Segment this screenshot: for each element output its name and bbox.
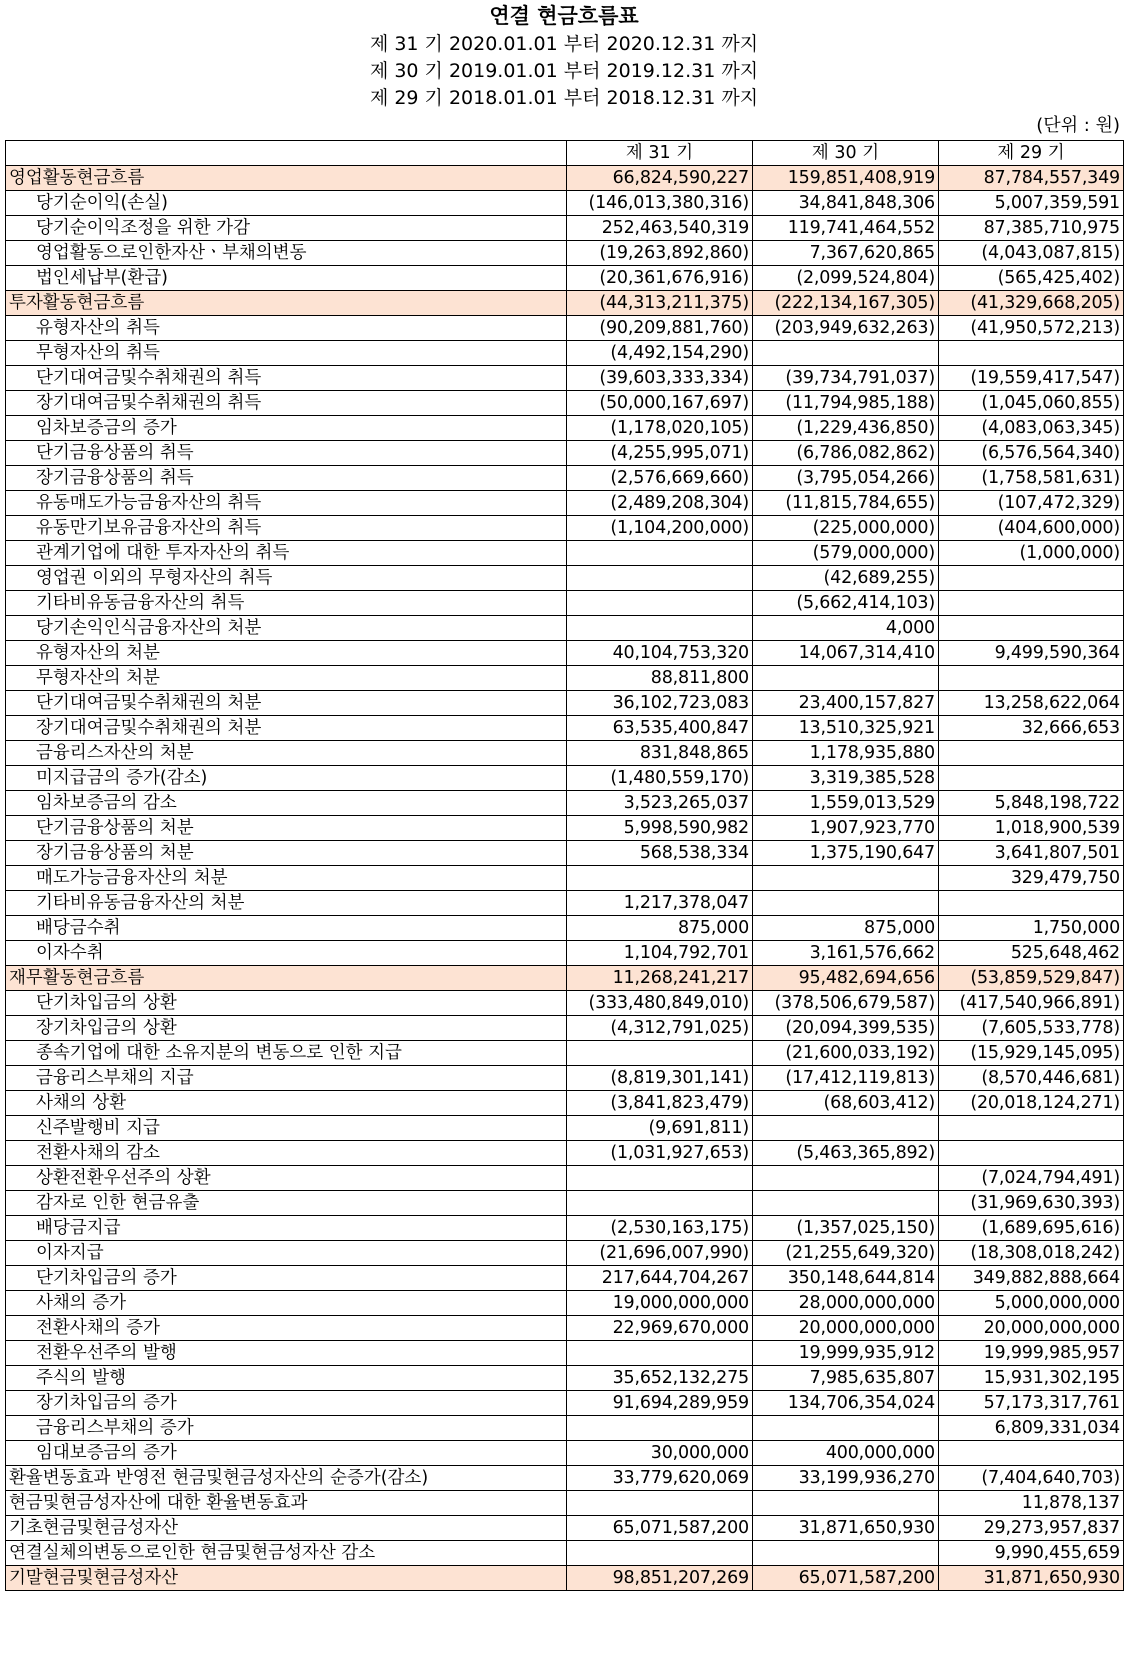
- amount-29: [939, 566, 1124, 591]
- amount-30: 28,000,000,000: [753, 1291, 939, 1316]
- amount-31: 98,851,207,269: [567, 1566, 753, 1591]
- amount-29: 1,750,000: [939, 916, 1124, 941]
- amount-31: (19,263,892,860): [567, 241, 753, 266]
- table-row: [6, 741, 1124, 766]
- amount-29: (1,045,060,855): [939, 391, 1124, 416]
- account-name: 장기금융상품의 처분: [6, 841, 567, 866]
- account-name: 사채의 증가: [6, 1291, 567, 1316]
- table-row: [6, 1541, 1124, 1566]
- table-row: [6, 1166, 1124, 1191]
- amount-31: 35,652,132,275: [567, 1366, 753, 1391]
- amount-29: (41,329,668,205): [939, 291, 1124, 316]
- account-name: 당기손익인식금융자산의 처분: [6, 616, 567, 641]
- amount-29: 6,809,331,034: [939, 1416, 1124, 1441]
- amount-30: (17,412,119,813): [753, 1066, 939, 1091]
- amount-31: (4,312,791,025): [567, 1016, 753, 1041]
- amount-29: [939, 741, 1124, 766]
- table-header-row: [6, 141, 1124, 166]
- amount-30: 1,178,935,880: [753, 741, 939, 766]
- amount-30: [753, 891, 939, 916]
- amount-29: (41,950,572,213): [939, 316, 1124, 341]
- account-name: 단기차입금의 상환: [6, 991, 567, 1016]
- amount-31: [567, 1491, 753, 1516]
- account-name: 금융리스자산의 처분: [6, 741, 567, 766]
- amount-29: (18,308,018,242): [939, 1241, 1124, 1266]
- account-name: 배당금지급: [6, 1216, 567, 1241]
- table-row: [6, 1366, 1124, 1391]
- table-row: [6, 541, 1124, 566]
- table-row: [6, 891, 1124, 916]
- amount-31: (4,255,995,071): [567, 441, 753, 466]
- account-name: 임차보증금의 증가: [6, 416, 567, 441]
- amount-29: 1,018,900,539: [939, 816, 1124, 841]
- amount-29: [939, 1441, 1124, 1466]
- unit-label: (단위 : 원): [1036, 115, 1120, 136]
- table-row: [6, 566, 1124, 591]
- amount-30: 95,482,694,656: [753, 966, 939, 991]
- column-header-account: [6, 141, 567, 166]
- amount-29: (7,024,794,491): [939, 1166, 1124, 1191]
- table-row: [6, 1391, 1124, 1416]
- amount-29: 13,258,622,064: [939, 691, 1124, 716]
- amount-29: [939, 591, 1124, 616]
- amount-31: [567, 1191, 753, 1216]
- account-name: 미지급금의 증가(감소): [6, 766, 567, 791]
- amount-30: (20,094,399,535): [753, 1016, 939, 1041]
- amount-30: 14,067,314,410: [753, 641, 939, 666]
- table-row: [6, 791, 1124, 816]
- amount-29: 20,000,000,000: [939, 1316, 1124, 1341]
- amount-29: (1,000,000): [939, 541, 1124, 566]
- table-row: [6, 816, 1124, 841]
- table-row: [6, 516, 1124, 541]
- account-name: 장기차입금의 증가: [6, 1391, 567, 1416]
- account-name: 단기대여금및수취채권의 처분: [6, 691, 567, 716]
- amount-31: 19,000,000,000: [567, 1291, 753, 1316]
- amount-30: [753, 1416, 939, 1441]
- amount-30: [753, 1491, 939, 1516]
- amount-30: (68,603,412): [753, 1091, 939, 1116]
- amount-29: (31,969,630,393): [939, 1191, 1124, 1216]
- amount-31: (44,313,211,375): [567, 291, 753, 316]
- amount-29: 19,999,985,957: [939, 1341, 1124, 1366]
- account-name: 기타비유동금융자산의 처분: [6, 891, 567, 916]
- table-row: [6, 466, 1124, 491]
- amount-29: 525,648,462: [939, 941, 1124, 966]
- amount-30: [753, 341, 939, 366]
- amount-29: 87,784,557,349: [939, 166, 1124, 191]
- account-name: 금융리스부채의 지급: [6, 1066, 567, 1091]
- amount-30: (21,600,033,192): [753, 1041, 939, 1066]
- table-row: [6, 316, 1124, 341]
- table-row: [6, 266, 1124, 291]
- amount-31: 831,848,865: [567, 741, 753, 766]
- amount-31: 30,000,000: [567, 1441, 753, 1466]
- account-name: 당기순이익조정을 위한 가감: [6, 216, 567, 241]
- account-name: 전환사채의 감소: [6, 1141, 567, 1166]
- amount-29: 349,882,888,664: [939, 1266, 1124, 1291]
- table-row: [6, 441, 1124, 466]
- amount-30: 34,841,848,306: [753, 191, 939, 216]
- amount-31: 22,969,670,000: [567, 1316, 753, 1341]
- amount-29: [939, 666, 1124, 691]
- amount-31: [567, 1541, 753, 1566]
- amount-30: 13,510,325,921: [753, 716, 939, 741]
- amount-31: 5,998,590,982: [567, 816, 753, 841]
- account-name: 장기대여금및수취채권의 처분: [6, 716, 567, 741]
- amount-31: (39,603,333,334): [567, 366, 753, 391]
- amount-29: (1,689,695,616): [939, 1216, 1124, 1241]
- table-row: [6, 1066, 1124, 1091]
- amount-30: (225,000,000): [753, 516, 939, 541]
- amount-29: (4,083,063,345): [939, 416, 1124, 441]
- amount-31: (8,819,301,141): [567, 1066, 753, 1091]
- amount-30: (5,662,414,103): [753, 591, 939, 616]
- amount-31: (9,691,811): [567, 1116, 753, 1141]
- table-row: [6, 916, 1124, 941]
- table-row: [6, 391, 1124, 416]
- account-name: 단기대여금및수취채권의 취득: [6, 366, 567, 391]
- amount-31: (2,576,669,660): [567, 466, 753, 491]
- amount-31: [567, 616, 753, 641]
- table-row: [6, 1466, 1124, 1491]
- table-row: [6, 366, 1124, 391]
- table-row: [6, 991, 1124, 1016]
- amount-30: (579,000,000): [753, 541, 939, 566]
- account-name: 영업권 이외의 무형자산의 취득: [6, 566, 567, 591]
- amount-30: 33,199,936,270: [753, 1466, 939, 1491]
- account-name: 전환우선주의 발행: [6, 1341, 567, 1366]
- amount-31: 36,102,723,083: [567, 691, 753, 716]
- amount-30: (42,689,255): [753, 566, 939, 591]
- amount-29: [939, 766, 1124, 791]
- amount-31: 11,268,241,217: [567, 966, 753, 991]
- amount-29: (7,605,533,778): [939, 1016, 1124, 1041]
- amount-29: 29,273,957,837: [939, 1516, 1124, 1541]
- amount-31: (146,013,380,316): [567, 191, 753, 216]
- amount-29: (4,043,087,815): [939, 241, 1124, 266]
- amount-31: 875,000: [567, 916, 753, 941]
- cash-flow-table: [5, 140, 1124, 1591]
- amount-31: (2,489,208,304): [567, 491, 753, 516]
- amount-30: 1,375,190,647: [753, 841, 939, 866]
- account-name: 유동매도가능금융자산의 취득: [6, 491, 567, 516]
- table-row: [6, 1341, 1124, 1366]
- table-row: [6, 1266, 1124, 1291]
- table-row: [6, 1141, 1124, 1166]
- amount-30: 1,559,013,529: [753, 791, 939, 816]
- table-row: [6, 216, 1124, 241]
- amount-31: 252,463,540,319: [567, 216, 753, 241]
- account-name: 무형자산의 처분: [6, 666, 567, 691]
- amount-30: [753, 1191, 939, 1216]
- table-row: [6, 866, 1124, 891]
- amount-29: (6,576,564,340): [939, 441, 1124, 466]
- amount-29: 329,479,750: [939, 866, 1124, 891]
- account-name: 단기금융상품의 취득: [6, 441, 567, 466]
- amount-30: 7,985,635,807: [753, 1366, 939, 1391]
- account-name: 장기금융상품의 취득: [6, 466, 567, 491]
- amount-29: 9,990,455,659: [939, 1541, 1124, 1566]
- table-row: [6, 766, 1124, 791]
- table-row: [6, 666, 1124, 691]
- account-name: 상환전환우선주의 상환: [6, 1166, 567, 1191]
- amount-29: (7,404,640,703): [939, 1466, 1124, 1491]
- amount-31: [567, 591, 753, 616]
- amount-31: (50,000,167,697): [567, 391, 753, 416]
- table-row: [6, 1041, 1124, 1066]
- account-name: 단기차입금의 증가: [6, 1266, 567, 1291]
- account-name: 유형자산의 취득: [6, 316, 567, 341]
- amount-31: (20,361,676,916): [567, 266, 753, 291]
- account-name: 사채의 상환: [6, 1091, 567, 1116]
- account-name: 임대보증금의 증가: [6, 1441, 567, 1466]
- account-name: 영업활동으로인한자산ㆍ부채의변동: [6, 241, 567, 266]
- amount-30: (2,099,524,804): [753, 266, 939, 291]
- account-name: 배당금수취: [6, 916, 567, 941]
- account-name: 투자활동현금흐름: [6, 291, 567, 316]
- amount-30: (11,815,784,655): [753, 491, 939, 516]
- amount-30: [753, 1116, 939, 1141]
- amount-30: (222,134,167,305): [753, 291, 939, 316]
- table-body: [6, 166, 1124, 1591]
- amount-29: [939, 616, 1124, 641]
- account-name: 임차보증금의 감소: [6, 791, 567, 816]
- amount-30: (1,229,436,850): [753, 416, 939, 441]
- account-name: 유형자산의 처분: [6, 641, 567, 666]
- table-row: [6, 241, 1124, 266]
- account-name: 기타비유동금융자산의 취득: [6, 591, 567, 616]
- amount-29: 9,499,590,364: [939, 641, 1124, 666]
- period-line-29: 제 29 기 2018.01.01 부터 2018.12.31 까지: [369, 87, 759, 109]
- amount-31: 1,104,792,701: [567, 941, 753, 966]
- amount-29: (20,018,124,271): [939, 1091, 1124, 1116]
- account-name: 단기금융상품의 처분: [6, 816, 567, 841]
- table-row: [6, 1216, 1124, 1241]
- amount-31: (1,480,559,170): [567, 766, 753, 791]
- amount-29: 3,641,807,501: [939, 841, 1124, 866]
- amount-31: 66,824,590,227: [567, 166, 753, 191]
- amount-29: 57,173,317,761: [939, 1391, 1124, 1416]
- amount-30: (5,463,365,892): [753, 1141, 939, 1166]
- amount-31: (1,104,200,000): [567, 516, 753, 541]
- amount-30: 134,706,354,024: [753, 1391, 939, 1416]
- amount-31: [567, 1416, 753, 1441]
- amount-31: 217,644,704,267: [567, 1266, 753, 1291]
- amount-30: [753, 666, 939, 691]
- account-name: 종속기업에 대한 소유지분의 변동으로 인한 지급: [6, 1041, 567, 1066]
- period-line-31: 제 31 기 2020.01.01 부터 2020.12.31 까지: [369, 33, 759, 55]
- amount-30: [753, 1541, 939, 1566]
- amount-30: 20,000,000,000: [753, 1316, 939, 1341]
- account-name: 장기차입금의 상환: [6, 1016, 567, 1041]
- amount-30: 31,871,650,930: [753, 1516, 939, 1541]
- table-row: [6, 1191, 1124, 1216]
- amount-29: 5,007,359,591: [939, 191, 1124, 216]
- amount-29: (1,758,581,631): [939, 466, 1124, 491]
- amount-31: [567, 566, 753, 591]
- section-row: [6, 966, 1124, 991]
- table-row: [6, 716, 1124, 741]
- table-row: [6, 691, 1124, 716]
- account-name: 영업활동현금흐름: [6, 166, 567, 191]
- account-name: 연결실체의변동으로인한 현금및현금성자산 감소: [6, 1541, 567, 1566]
- amount-29: (8,570,446,681): [939, 1066, 1124, 1091]
- account-name: 재무활동현금흐름: [6, 966, 567, 991]
- amount-30: (378,506,679,587): [753, 991, 939, 1016]
- table-row: [6, 641, 1124, 666]
- amount-29: [939, 1141, 1124, 1166]
- column-header-31: 제 31 기: [567, 141, 753, 166]
- table-row: [6, 1491, 1124, 1516]
- section-row: [6, 166, 1124, 191]
- amount-30: 4,000: [753, 616, 939, 641]
- account-name: 당기순이익(손실): [6, 191, 567, 216]
- amount-30: 3,319,385,528: [753, 766, 939, 791]
- amount-29: 5,848,198,722: [939, 791, 1124, 816]
- table-row: [6, 416, 1124, 441]
- amount-31: 568,538,334: [567, 841, 753, 866]
- amount-29: 11,878,137: [939, 1491, 1124, 1516]
- amount-31: [567, 866, 753, 891]
- account-name: 유동만기보유금융자산의 취득: [6, 516, 567, 541]
- account-name: 현금및현금성자산에 대한 환율변동효과: [6, 1491, 567, 1516]
- account-name: 장기대여금및수취채권의 취득: [6, 391, 567, 416]
- table-row: [6, 1516, 1124, 1541]
- amount-31: (3,841,823,479): [567, 1091, 753, 1116]
- amount-30: 65,071,587,200: [753, 1566, 939, 1591]
- table-row: [6, 191, 1124, 216]
- table-row: [6, 1116, 1124, 1141]
- amount-29: 87,385,710,975: [939, 216, 1124, 241]
- amount-31: 3,523,265,037: [567, 791, 753, 816]
- amount-29: 31,871,650,930: [939, 1566, 1124, 1591]
- column-header-30: 제 30 기: [753, 141, 939, 166]
- table-row: [6, 841, 1124, 866]
- table-row: [6, 616, 1124, 641]
- account-name: 기말현금및현금성자산: [6, 1566, 567, 1591]
- amount-31: [567, 541, 753, 566]
- amount-30: [753, 1166, 939, 1191]
- account-name: 기초현금및현금성자산: [6, 1516, 567, 1541]
- amount-29: 32,666,653: [939, 716, 1124, 741]
- amount-31: (1,178,020,105): [567, 416, 753, 441]
- amount-31: 91,694,289,959: [567, 1391, 753, 1416]
- amount-29: 15,931,302,195: [939, 1366, 1124, 1391]
- table-row: [6, 1441, 1124, 1466]
- amount-29: (417,540,966,891): [939, 991, 1124, 1016]
- amount-30: [753, 866, 939, 891]
- amount-31: 1,217,378,047: [567, 891, 753, 916]
- amount-30: 1,907,923,770: [753, 816, 939, 841]
- amount-30: 875,000: [753, 916, 939, 941]
- amount-30: (39,734,791,037): [753, 366, 939, 391]
- amount-30: 7,367,620,865: [753, 241, 939, 266]
- amount-31: (2,530,163,175): [567, 1216, 753, 1241]
- amount-31: (90,209,881,760): [567, 316, 753, 341]
- account-name: 환율변동효과 반영전 현금및현금성자산의 순증가(감소): [6, 1466, 567, 1491]
- amount-29: (53,859,529,847): [939, 966, 1124, 991]
- account-name: 이자지급: [6, 1241, 567, 1266]
- account-name: 금융리스부채의 증가: [6, 1416, 567, 1441]
- amount-30: 19,999,935,912: [753, 1341, 939, 1366]
- amount-30: 119,741,464,552: [753, 216, 939, 241]
- amount-31: [567, 1341, 753, 1366]
- column-header-29: 제 29 기: [939, 141, 1124, 166]
- amount-29: 5,000,000,000: [939, 1291, 1124, 1316]
- amount-31: [567, 1166, 753, 1191]
- amount-31: 88,811,800: [567, 666, 753, 691]
- amount-31: 65,071,587,200: [567, 1516, 753, 1541]
- amount-30: 3,161,576,662: [753, 941, 939, 966]
- account-name: 전환사채의 증가: [6, 1316, 567, 1341]
- amount-31: (333,480,849,010): [567, 991, 753, 1016]
- amount-31: 40,104,753,320: [567, 641, 753, 666]
- period-line-30: 제 30 기 2019.01.01 부터 2019.12.31 까지: [369, 60, 759, 82]
- amount-30: (6,786,082,862): [753, 441, 939, 466]
- amount-29: (15,929,145,095): [939, 1041, 1124, 1066]
- account-name: 법인세납부(환급): [6, 266, 567, 291]
- amount-29: [939, 891, 1124, 916]
- amount-29: (107,472,329): [939, 491, 1124, 516]
- amount-30: (203,949,632,263): [753, 316, 939, 341]
- account-name: 신주발행비 지급: [6, 1116, 567, 1141]
- section-row: [6, 291, 1124, 316]
- table-row: [6, 941, 1124, 966]
- account-name: 감자로 인한 현금유출: [6, 1191, 567, 1216]
- amount-29: (565,425,402): [939, 266, 1124, 291]
- table-row: [6, 341, 1124, 366]
- amount-30: (3,795,054,266): [753, 466, 939, 491]
- amount-29: (404,600,000): [939, 516, 1124, 541]
- amount-29: [939, 341, 1124, 366]
- amount-30: (11,794,985,188): [753, 391, 939, 416]
- table-row: [6, 491, 1124, 516]
- amount-31: (21,696,007,990): [567, 1241, 753, 1266]
- account-name: 무형자산의 취득: [6, 341, 567, 366]
- statement-title: 연결 현금흐름표: [489, 4, 639, 28]
- account-name: 관계기업에 대한 투자자산의 취득: [6, 541, 567, 566]
- table-row: [6, 1016, 1124, 1041]
- table-row: [6, 1416, 1124, 1441]
- amount-30: (21,255,649,320): [753, 1241, 939, 1266]
- amount-30: 400,000,000: [753, 1441, 939, 1466]
- table-row: [6, 1291, 1124, 1316]
- amount-31: (4,492,154,290): [567, 341, 753, 366]
- account-name: 주식의 발행: [6, 1366, 567, 1391]
- amount-31: 33,779,620,069: [567, 1466, 753, 1491]
- amount-31: (1,031,927,653): [567, 1141, 753, 1166]
- amount-29: (19,559,417,547): [939, 366, 1124, 391]
- amount-31: [567, 1041, 753, 1066]
- amount-30: 350,148,644,814: [753, 1266, 939, 1291]
- amount-29: [939, 1116, 1124, 1141]
- account-name: 이자수취: [6, 941, 567, 966]
- section-row: [6, 1566, 1124, 1591]
- account-name: 매도가능금융자산의 처분: [6, 866, 567, 891]
- amount-30: 159,851,408,919: [753, 166, 939, 191]
- amount-31: 63,535,400,847: [567, 716, 753, 741]
- table-row: [6, 1316, 1124, 1341]
- amount-30: (1,357,025,150): [753, 1216, 939, 1241]
- amount-30: 23,400,157,827: [753, 691, 939, 716]
- table-row: [6, 591, 1124, 616]
- table-row: [6, 1241, 1124, 1266]
- table-row: [6, 1091, 1124, 1116]
